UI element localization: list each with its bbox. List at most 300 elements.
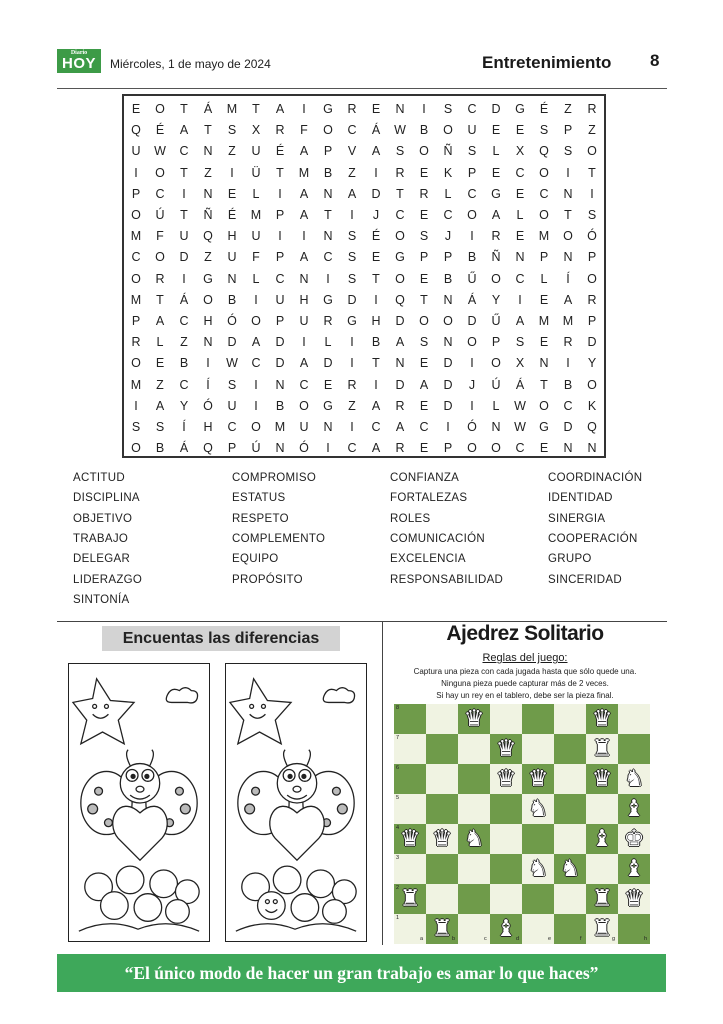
word-search-letter: T [372,271,380,286]
word-search-row [124,311,604,332]
word-search-letter: E [323,377,333,392]
word-search-letter: É [275,144,285,159]
word-search-letter: N [299,271,309,286]
word-search-letter: G [203,271,213,286]
word-search-letter: Á [515,377,525,392]
word-search-letter: M [298,165,310,180]
word-search-letter: I [134,398,138,413]
newspaper-logo [57,49,101,73]
word-search-letter: D [323,356,333,371]
word-search-letter: R [395,165,405,180]
word-search-letter: Q [203,229,213,244]
word-list-item: DISCIPLINA [73,492,140,505]
word-search-letter: Z [564,102,572,116]
word-search-letter: O [491,271,501,286]
word-search-letter: P [227,441,237,456]
chess-piece-queen-icon: ♛ [591,706,613,732]
word-search-letter: U [275,292,285,307]
word-search-letter: Y [587,356,597,371]
word-search-letter: Ű [491,314,501,328]
word-search-letter: O [587,271,597,286]
word-search-letter: T [372,356,380,371]
word-search-letter: T [540,377,548,392]
word-search-row [124,438,604,459]
word-search-row [124,184,604,205]
word-search-letter: S [515,335,525,350]
word-search-letter: O [539,208,549,222]
word-search-letter: Ú [491,377,501,392]
chess-square-c2 [458,884,490,914]
word-search-letter: N [203,186,213,201]
word-search-letter: P [443,441,453,456]
word-search-letter: I [254,398,258,413]
word-search-letter: C [467,102,477,116]
word-search-letter: M [130,229,142,244]
word-search-letter: E [419,441,429,456]
chess-piece-knight-icon: ♞ [527,796,549,822]
chess-piece-knight-icon: ♞ [559,856,581,882]
word-search-letter: Ñ [491,250,501,265]
word-search-letter: É [539,102,549,116]
chess-piece-knight-icon: ♞ [623,766,645,792]
chess-rank-label: 8 [396,705,400,711]
word-search-letter: I [206,356,210,371]
word-search-letter: N [443,335,453,350]
chess-file-label: f [580,936,582,942]
word-search-letter: C [371,420,381,434]
chess-piece-rook-icon: ♜ [399,886,421,912]
word-search-row [124,99,604,120]
word-search-letter: T [564,208,572,222]
chess-file-label: d [516,936,520,942]
word-search-letter: S [587,208,597,222]
word-search-letter: I [518,292,522,307]
word-search-letter: T [420,292,428,307]
chess-rank-label: 4 [396,825,400,831]
word-search-letter: A [275,102,285,116]
word-search-letter: Z [348,398,356,413]
word-search-letter: E [155,356,165,371]
word-search-letter: P [419,250,429,265]
word-list-item: CONFIANZA [390,472,460,484]
word-search-letter: Z [204,250,212,265]
word-search-letter: P [467,165,477,180]
word-search-row [124,141,604,162]
chess-square-c7 [458,734,490,764]
word-search-letter: F [252,250,260,265]
word-search-letter: Z [228,144,236,159]
word-search-letter: I [446,420,450,434]
word-search-letter: M [538,229,550,244]
chess-square-b5 [426,794,458,824]
chess-rule-3: Si hay un rey en el tablero, debe ser la pieza final. [436,691,614,700]
word-search-letter: M [226,102,238,116]
word-search-letter: Ó [587,229,597,244]
word-search-letter: T [276,165,284,180]
word-search-letter: I [230,165,234,180]
word-search-letter: H [371,314,381,328]
word-search-letter: L [252,271,260,286]
word-list-item: ESTATUS [232,492,286,505]
word-search-letter: I [278,186,282,201]
word-search-letter: U [251,144,261,159]
word-search-letter: U [179,229,189,244]
word-search-row [124,290,604,311]
word-search-letter: C [515,441,525,456]
word-search-letter: Í [182,420,186,434]
word-search-letter: C [299,377,309,392]
differences-title: Encuentas las diferencias [102,626,340,651]
chess-file-label: b [452,936,456,942]
word-search-letter: I [350,420,354,434]
word-search-row [124,163,604,184]
word-search-letter: Á [203,102,213,116]
word-search-letter: Ó [299,441,309,456]
word-list-item: EXCELENCIA [390,553,466,566]
word-search-letter: T [180,102,188,116]
word-search-letter: Ó [467,420,477,434]
word-search-letter: H [203,420,213,434]
word-search-letter: C [155,186,165,201]
word-search-letter: A [395,420,405,434]
word-search-letter: M [274,420,286,434]
word-search-letter: Y [179,398,189,413]
chess-square-e2 [522,884,554,914]
word-search-letter: S [155,420,165,434]
word-search-letter: N [227,271,237,286]
word-search-letter: D [275,335,285,350]
word-search-letter: I [254,377,258,392]
word-search-letter: M [130,292,142,307]
word-list [73,472,673,612]
word-search-letter: O [419,144,429,159]
word-search-letter: P [323,144,333,159]
word-search-letter: E [515,123,525,138]
word-search-letter: I [182,186,186,201]
chess-piece-rook-icon: ♜ [591,736,613,762]
word-search-letter: Ü [251,165,261,180]
chess-file-label: g [612,936,616,942]
chess-file-label: e [548,936,552,942]
word-search-letter: R [587,102,597,116]
word-search-letter: A [155,398,165,413]
word-search-letter: P [491,335,501,350]
chess-piece-knight-icon: ♞ [527,856,549,882]
word-search-letter: H [299,292,309,307]
word-search-letter: D [563,420,573,434]
word-search-letter: R [323,314,333,328]
chess-square-b6 [426,764,458,794]
word-search-letter: G [395,250,405,265]
word-search-letter: O [251,420,261,434]
word-search-letter: C [515,165,525,180]
word-search-letter: U [299,314,309,328]
chess-square-b7 [426,734,458,764]
word-list-item: FORTALEZAS [390,492,468,505]
word-search-letter: C [515,271,525,286]
logo-main-text: HOY [61,55,96,72]
chess-rule-2: Ninguna pieza puede capturar más de 2 veces. [441,679,609,688]
word-search-letter: W [226,356,238,371]
chess-square-f4 [554,824,586,854]
word-search-letter: I [374,165,378,180]
chess-piece-rook-icon: ♜ [591,886,613,912]
chess-square-f5 [554,794,586,824]
word-search-letter: Ú [251,441,261,456]
chess-piece-bishop-icon: ♝ [623,856,645,882]
chess-square-f8 [554,704,586,734]
word-search-row [124,205,604,226]
word-search-letter: A [299,208,309,222]
chess-piece-queen-icon: ♛ [495,766,517,792]
word-search-letter: B [371,335,381,350]
word-list-item: LIDERAZGO [73,573,143,586]
word-search-letter: Á [371,123,381,138]
word-search-letter: Q [203,441,213,456]
difference-image-right [225,663,367,942]
word-search-letter: G [539,420,549,434]
word-search-letter: A [395,335,405,350]
word-search-letter: I [470,398,474,413]
word-search-letter: A [371,441,381,456]
word-search-letter: D [179,250,189,265]
word-search-letter: I [470,356,474,371]
word-search-letter: O [155,102,165,116]
word-search-letter: B [155,441,165,456]
word-search-letter: G [323,102,333,116]
word-search-letter: J [372,208,380,222]
word-search-letter: R [395,398,405,413]
word-search-letter: M [538,314,550,328]
word-search-letter: G [491,186,501,201]
word-search-letter: U [227,250,237,265]
word-search-letter: D [395,377,405,392]
chess-piece-rook-icon: ♜ [591,916,613,942]
chess-square-d4 [490,824,522,854]
word-search-letter: D [347,292,357,307]
word-search-letter: T [324,208,332,222]
word-search-letter: A [251,335,261,350]
word-list-item: RESPONSABILIDAD [390,573,504,586]
word-list-item: COMUNICACIÓN [390,532,485,545]
word-search-letter: O [251,314,261,328]
word-search-letter: M [562,314,574,328]
word-search-letter: E [419,356,429,371]
word-search-letter: L [444,186,452,201]
word-list-item: SINERGIA [548,512,606,525]
chess-board [394,704,650,944]
chess-square-e8 [522,704,554,734]
word-search-letter: R [275,123,285,138]
chess-piece-bishop-icon: ♝ [591,826,613,852]
chess-file-label: a [420,936,424,942]
word-search-letter: Ú [155,208,165,222]
word-search-letter: D [491,102,501,116]
word-search-letter: T [180,208,188,222]
word-search-row [124,226,604,247]
word-search-letter: M [250,208,262,222]
word-search-letter: K [587,398,597,413]
word-search-letter: I [374,377,378,392]
word-search-row [124,353,604,374]
word-search-letter: Ű [467,271,477,286]
word-search-letter: O [155,250,165,265]
word-search-letter: E [539,292,549,307]
word-search-letter: I [566,356,570,371]
chess-piece-queen-icon: ♛ [463,706,485,732]
word-search-letter: D [275,356,285,371]
word-search-letter: N [395,102,405,116]
word-search-letter: P [539,250,549,265]
word-search-letter: T [252,102,260,116]
word-search-letter: A [179,123,189,138]
word-search-letter: E [419,398,429,413]
word-list-item: IDENTIDAD [548,492,613,505]
word-search-letter: S [443,102,453,116]
word-list-item: COORDINACIÓN [548,472,643,484]
word-search-letter: I [182,271,186,286]
word-search-letter: E [419,271,429,286]
word-search-letter: C [251,356,261,371]
chess-square-e4 [522,824,554,854]
word-search-letter: N [323,186,333,201]
chess-title: Ajedrez Solitario [446,622,604,645]
word-search-letter: C [179,377,189,392]
word-search-letter: S [419,335,429,350]
word-search-letter: Q [131,123,141,138]
word-search-letter: J [444,229,452,244]
word-search-letter: B [275,398,285,413]
word-search-letter: I [470,229,474,244]
chess-file-label: h [644,936,648,942]
word-search-letter: L [540,271,548,286]
chess-square-g3 [586,854,618,884]
word-search-letter: I [278,229,282,244]
word-search-letter: D [371,186,381,201]
word-search-letter: O [539,165,549,180]
word-search-letter: T [588,165,596,180]
word-search-letter: O [203,292,213,307]
word-search-letter: R [395,441,405,456]
chess-piece-bishop-icon: ♝ [495,916,517,942]
word-search-letter: R [491,229,501,244]
word-search-letter: O [131,441,141,456]
word-search-letter: N [203,335,213,350]
word-search-letter: Q [587,420,597,434]
chess-square-e7 [522,734,554,764]
word-list-item: COMPROMISO [232,472,317,484]
word-search-letter: R [347,377,357,392]
word-list-item: GRUPO [548,553,592,566]
word-search-letter: I [302,335,306,350]
word-search-letter: I [350,208,354,222]
word-search-letter: Ñ [203,208,213,222]
word-search-letter: I [374,292,378,307]
word-list-item: COMPLEMENTO [232,532,326,545]
page-number: 8 [650,51,660,70]
word-search-letter: P [131,186,141,201]
word-search-letter: U [131,144,141,159]
chess-square-d8 [490,704,522,734]
word-search-letter: D [227,335,237,350]
word-list-item: ROLES [390,512,431,525]
word-search-letter: D [395,314,405,328]
word-search-letter: P [275,208,285,222]
chess-rank-label: 5 [396,795,400,801]
word-search-letter: S [563,144,573,159]
word-search-letter: B [323,165,333,180]
quote-banner: “El único modo de hacer un gran trabajo es amar lo que haces” [57,954,666,992]
word-search-letter: P [275,250,285,265]
issue-date: Miércoles, 1 de mayo de 2024 [110,57,271,71]
word-search-letter: Ó [203,398,213,413]
word-search-letter: N [563,441,573,456]
word-search-letter: N [203,144,213,159]
word-search-letter: D [443,377,453,392]
word-search-letter: E [371,102,381,116]
word-search-letter: P [563,123,573,138]
word-search-letter: R [131,335,141,350]
word-search-letter: E [515,186,525,201]
chess-piece-rook-icon: ♜ [431,916,453,942]
word-search-letter: N [563,186,573,201]
word-search-letter: O [587,144,597,159]
word-search-letter: B [179,356,189,371]
chess-square-b8 [426,704,458,734]
section-title: Entretenimiento [482,53,612,72]
word-search-grid [122,94,606,458]
word-search-letter: S [539,123,549,138]
word-search-letter: A [371,144,381,159]
word-search-letter: T [156,292,164,307]
chess-rank-label: 1 [396,915,400,921]
word-search-letter: E [419,208,429,222]
word-search-letter: S [395,144,405,159]
word-search-letter: Z [348,165,356,180]
word-search-letter: C [323,250,333,265]
word-search-letter: A [371,398,381,413]
word-search-letter: H [203,314,213,328]
chess-square-f6 [554,764,586,794]
word-list-item: SINCERIDAD [548,573,622,586]
word-search-letter: O [395,229,405,244]
word-search-letter: O [443,123,453,138]
chess-square-d5 [490,794,522,824]
word-search-letter: C [539,186,549,201]
word-search-letter: Ñ [443,144,453,159]
word-search-letter: O [467,335,477,350]
word-search-letter: O [155,165,165,180]
word-search-letter: Z [588,123,596,138]
word-search-letter: C [347,441,357,456]
word-search-letter: E [539,335,549,350]
word-list-item: TRABAJO [73,532,129,545]
word-list-item: EQUIPO [232,553,279,566]
word-search-letter: Z [180,335,188,350]
difference-image-left [68,663,210,942]
word-search-letter: E [371,250,381,265]
word-search-letter: X [515,144,525,159]
word-search-letter: T [396,186,404,201]
word-search-letter: A [491,208,501,222]
chess-square-g5 [586,794,618,824]
ladybug-drawing-right [226,664,366,941]
word-search-letter: Í [566,271,570,286]
word-search-letter: L [492,144,500,159]
word-search-letter: T [180,165,188,180]
word-search-letter: I [134,165,138,180]
logo-top-text: Diario [70,50,88,56]
